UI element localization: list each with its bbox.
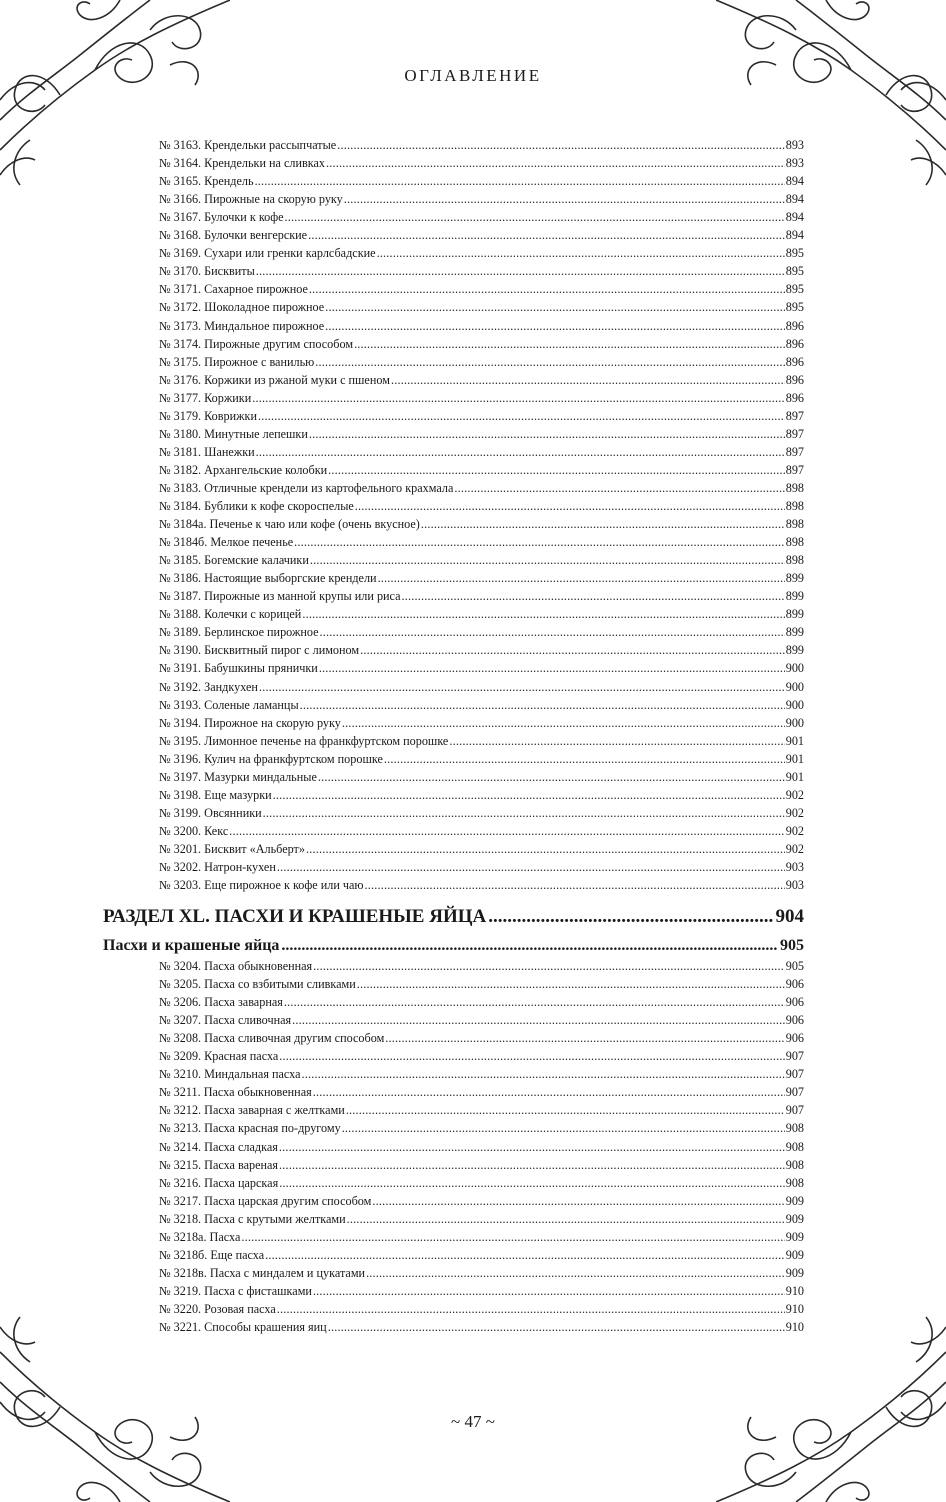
toc-entry-title: № 3218. Пасха с крутыми желтками: [159, 1211, 346, 1226]
toc-entry[interactable]: [159, 1101, 804, 1119]
section-heading[interactable]: [103, 904, 804, 930]
toc-entry[interactable]: [159, 1318, 804, 1336]
toc-entry[interactable]: [159, 732, 804, 750]
dot-leader: [313, 957, 785, 975]
toc-entry-title: № 3165. Крендель: [159, 174, 254, 189]
toc-entry-title: № 3176. Коржики из ржаной муки с пшеном: [159, 372, 390, 387]
toc-entry[interactable]: [159, 975, 804, 993]
toc-entry[interactable]: [159, 1300, 804, 1318]
toc-entry[interactable]: [159, 623, 804, 641]
dot-leader: [258, 407, 785, 425]
toc-entry-page: 906: [785, 1013, 804, 1028]
dot-leader: [281, 935, 778, 957]
toc-entry-title: № 3196. Кулич на франкфуртском порошке: [159, 751, 383, 766]
dot-leader: [385, 1029, 784, 1047]
toc-entry-page: 900: [785, 661, 804, 676]
toc-entry[interactable]: [159, 190, 804, 208]
section-title: РАЗДЕЛ XL. ПАСХИ И КРАШЕНЫЕ ЯЙЦА: [103, 906, 487, 927]
toc-entry-page: 901: [785, 751, 804, 766]
toc-entry-page: 906: [785, 995, 804, 1010]
toc-entry-page: 894: [785, 228, 804, 243]
toc-entry[interactable]: [159, 1029, 804, 1047]
toc-entry-title: № 3208. Пасха сливочная другим способом: [159, 1031, 385, 1046]
toc-entry[interactable]: [159, 1282, 804, 1300]
dot-leader: [372, 1192, 784, 1210]
toc-entry[interactable]: [159, 659, 804, 677]
dot-leader: [285, 208, 785, 226]
subsection-heading[interactable]: [103, 935, 804, 957]
toc-entry-title: № 3184а. Печенье к чаю или кофе (очень вкусное): [159, 517, 420, 532]
toc-entry-page: 893: [785, 138, 804, 152]
toc-entry-page: 903: [785, 860, 804, 874]
toc-entry-title: № 3166. Пирожные на скорую руку: [159, 192, 343, 207]
corner-ornament-bottom-right: [716, 1312, 946, 1502]
dot-leader: [421, 515, 785, 533]
toc-entry-title: № 3167. Булочки к кофе: [159, 210, 284, 225]
toc-entry-page: 901: [785, 733, 804, 748]
dot-leader: [357, 975, 785, 993]
toc-entry-page: 907: [785, 1049, 804, 1064]
toc-entry[interactable]: [159, 154, 804, 172]
dot-leader: [302, 1065, 785, 1083]
toc-entry-title: № 3177. Коржики: [159, 390, 252, 405]
dot-leader: [402, 587, 785, 605]
toc-entry-page: 896: [785, 354, 804, 369]
toc-entry-title: № 3219. Пасха с фисташками: [159, 1283, 312, 1298]
toc-entry-page: 893: [785, 156, 804, 171]
dot-leader: [454, 479, 784, 497]
dot-leader: [365, 876, 785, 894]
dot-leader: [273, 786, 785, 804]
toc-entry[interactable]: [159, 1138, 804, 1156]
dot-leader: [284, 993, 785, 1011]
toc-entry[interactable]: [159, 1174, 804, 1192]
dot-leader: [328, 1318, 785, 1336]
toc-entry[interactable]: [159, 1083, 804, 1101]
toc-entry-page: 897: [785, 408, 804, 423]
section-page: 904: [775, 906, 804, 927]
dot-leader: [366, 1264, 785, 1282]
dot-leader: [325, 298, 785, 316]
toc-entry-page: 899: [785, 607, 804, 622]
toc-entry-page: 898: [785, 517, 804, 532]
dot-leader: [360, 641, 785, 659]
toc-entry-title: № 3168. Булочки венгерские: [159, 228, 308, 243]
toc-entry[interactable]: [159, 335, 804, 353]
toc-entry-page: 907: [785, 1103, 804, 1118]
toc-entry-page: 907: [785, 1067, 804, 1082]
toc-entry[interactable]: [159, 280, 804, 298]
toc-entry[interactable]: [159, 226, 804, 244]
toc-entry-title: № 3163. Крендельки рассыпчатые: [159, 138, 337, 152]
toc-entry[interactable]: [159, 804, 804, 822]
dot-leader: [354, 335, 785, 353]
toc-entry[interactable]: [159, 605, 804, 623]
dot-leader: [263, 804, 785, 822]
toc-entry[interactable]: [159, 407, 804, 425]
toc-entry-title: № 3181. Шанежки: [159, 444, 255, 459]
toc-entry-title: № 3204. Пасха обыкновенная: [159, 959, 313, 973]
toc-entry[interactable]: [159, 353, 804, 371]
dot-leader: [306, 840, 785, 858]
dot-leader: [310, 551, 785, 569]
toc-entry-page: 908: [785, 1121, 804, 1136]
toc-entry[interactable]: [159, 298, 804, 316]
dot-leader: [344, 190, 785, 208]
toc-entry-page: 910: [785, 1283, 804, 1298]
dot-leader: [252, 389, 784, 407]
dot-leader: [378, 569, 785, 587]
toc-entry-title: № 3197. Мазурки миндальные: [159, 769, 317, 784]
toc-entry-page: 906: [785, 1031, 804, 1046]
toc-entry[interactable]: [159, 244, 804, 262]
toc-entry-title: № 3175. Пирожное с ванилью: [159, 354, 315, 369]
toc-entry-page: 902: [785, 823, 804, 838]
toc-entry-title: № 3164. Крендельки на сливках: [159, 156, 326, 171]
toc-entry-page: 898: [785, 535, 804, 550]
toc-entry[interactable]: [159, 678, 804, 696]
toc-entry-title: № 3216. Пасха царская: [159, 1175, 279, 1190]
toc-entry[interactable]: [159, 587, 804, 605]
toc-entry-title: № 3218а. Пасха: [159, 1229, 241, 1244]
dot-leader: [318, 768, 785, 786]
dot-leader: [328, 461, 785, 479]
toc-entry-page: 899: [785, 571, 804, 586]
toc-entry-page: 900: [785, 715, 804, 730]
toc-entry[interactable]: [159, 1011, 804, 1029]
dot-leader: [279, 1138, 785, 1156]
toc-entry-title: № 3182. Архангельские колобки: [159, 462, 328, 477]
toc-entry[interactable]: [159, 822, 804, 840]
toc-entry-title: № 3186. Настоящие выборгские крендели: [159, 571, 377, 586]
toc-entry-page: 908: [785, 1157, 804, 1172]
dot-leader: [384, 750, 785, 768]
dot-leader: [488, 904, 773, 930]
dot-leader: [347, 1210, 785, 1228]
toc-entry-title: № 3201. Бисквит «Альберт»: [159, 841, 305, 856]
toc-entry[interactable]: [159, 641, 804, 659]
toc-entry-page: 902: [785, 787, 804, 802]
dot-leader: [277, 1300, 785, 1318]
toc-entry[interactable]: [159, 1228, 804, 1246]
toc-entry[interactable]: [159, 1210, 804, 1228]
running-head: ОГЛАВЛЕНИЕ: [404, 66, 542, 85]
toc-entry-page: 896: [785, 372, 804, 387]
toc-entry-page: 908: [785, 1175, 804, 1190]
dot-leader: [342, 714, 785, 732]
corner-ornament-bottom-left: [0, 1312, 230, 1502]
dot-leader: [355, 497, 785, 515]
toc-entry[interactable]: [159, 696, 804, 714]
toc-entry[interactable]: [159, 515, 804, 533]
toc-entry[interactable]: [159, 750, 804, 768]
toc-entry[interactable]: [159, 840, 804, 858]
toc-entry-title: № 3202. Натрон-кухен: [159, 860, 276, 874]
dot-leader: [346, 1101, 785, 1119]
dot-leader: [313, 1282, 785, 1300]
toc-entry-title: № 3220. Розовая пасха: [159, 1301, 276, 1316]
toc-entry-page: 901: [785, 769, 804, 784]
dot-leader: [279, 1156, 785, 1174]
toc-entry[interactable]: [159, 714, 804, 732]
toc-entry[interactable]: [159, 533, 804, 551]
toc-entry-title: № 3185. Богемские калачики: [159, 553, 309, 568]
dot-leader: [449, 732, 784, 750]
toc-entry-title: № 3184б. Мелкое печенье: [159, 535, 294, 550]
toc-entry[interactable]: [159, 479, 804, 497]
toc-entry-title: № 3217. Пасха царская другим способом: [159, 1193, 372, 1208]
toc-entry-page: 909: [785, 1211, 804, 1226]
toc-entry-page: 895: [785, 264, 804, 279]
toc-entry[interactable]: [159, 425, 804, 443]
dot-leader: [265, 1246, 785, 1264]
toc-entry-title: № 3187. Пирожные из манной крупы или риса: [159, 589, 401, 604]
toc-entry-page: 910: [785, 1301, 804, 1316]
toc-entry-page: 895: [785, 246, 804, 261]
toc-entry-title: № 3221. Способы крашения яиц: [159, 1320, 327, 1334]
toc-entry[interactable]: [159, 1047, 804, 1065]
dot-leader: [300, 696, 785, 714]
toc-entry-title: № 3198. Еще мазурки: [159, 787, 272, 802]
toc-entry-page: 899: [785, 589, 804, 604]
toc-entry-title: № 3215. Пасха вареная: [159, 1157, 279, 1172]
toc-entry[interactable]: [159, 136, 804, 154]
dot-leader: [342, 1119, 785, 1137]
toc-entry[interactable]: [159, 786, 804, 804]
toc-entry-page: 905: [785, 959, 804, 973]
toc-entry-title: № 3191. Бабушкины прянички: [159, 661, 318, 676]
toc-entry-page: 897: [785, 444, 804, 459]
toc-entry-title: № 3199. Овсянники: [159, 805, 262, 820]
toc-entry[interactable]: [159, 1192, 804, 1210]
dot-leader: [377, 244, 785, 262]
dot-leader: [302, 605, 784, 623]
dot-leader: [337, 136, 785, 154]
toc-entry[interactable]: [159, 551, 804, 569]
dot-leader: [391, 371, 785, 389]
dot-leader: [292, 1011, 785, 1029]
toc-entry[interactable]: [159, 497, 804, 515]
toc-entry-page: 909: [785, 1247, 804, 1262]
toc-entry-page: 894: [785, 174, 804, 189]
dot-leader: [309, 425, 785, 443]
subsection-title: Пасхи и крашеные яйца: [103, 937, 280, 954]
toc-entry[interactable]: [159, 1264, 804, 1282]
toc-entry[interactable]: [159, 768, 804, 786]
toc-entry-page: 895: [785, 282, 804, 297]
toc-entry-page: 900: [785, 679, 804, 694]
toc-entry[interactable]: [159, 317, 804, 335]
toc-entry-title: № 3213. Пасха красная по-другому: [159, 1121, 341, 1136]
toc-entry[interactable]: [159, 1119, 804, 1137]
dot-leader: [259, 678, 785, 696]
toc-entry-page: 897: [785, 462, 804, 477]
toc-entry[interactable]: [159, 957, 804, 975]
toc-entry-title: № 3218в. Пасха с миндалем и цукатами: [159, 1265, 366, 1280]
toc-entry-title: № 3190. Бисквитный пирог с лимоном: [159, 643, 360, 658]
dot-leader: [255, 172, 785, 190]
dot-leader: [309, 280, 785, 298]
toc-entry-title: № 3170. Бисквиты: [159, 264, 255, 279]
toc-entry-title: № 3218б. Еще пасха: [159, 1247, 265, 1262]
dot-leader: [325, 317, 785, 335]
toc-entry-title: № 3183. Отличные крендели из картофельного крахмала: [159, 480, 454, 495]
toc-entry[interactable]: [159, 569, 804, 587]
toc-entry-page: 897: [785, 426, 804, 441]
toc-entry-page: 898: [785, 480, 804, 495]
toc-entry-title: № 3203. Еще пирожное к кофе или чаю: [159, 878, 364, 893]
toc-entry-page: 896: [785, 336, 804, 351]
toc-entry-title: № 3206. Пасха заварная: [159, 995, 283, 1010]
subsection-page: 905: [780, 937, 804, 954]
toc-entry-page: 907: [785, 1085, 804, 1100]
toc-entry-page: 902: [785, 841, 804, 856]
dot-leader: [256, 443, 785, 461]
dot-leader: [229, 822, 784, 840]
toc-entry-page: 909: [785, 1229, 804, 1244]
dot-leader: [279, 1047, 784, 1065]
toc-entry-page: 902: [785, 805, 804, 820]
toc-entry-title: № 3174. Пирожные другим способом: [159, 336, 354, 351]
toc-entry-title: № 3211. Пасха обыкновенная: [159, 1085, 312, 1100]
toc-entry-page: 898: [785, 553, 804, 568]
dot-leader: [319, 659, 785, 677]
dot-leader: [279, 1174, 785, 1192]
toc-entry[interactable]: [159, 172, 804, 190]
toc-entry[interactable]: [159, 443, 804, 461]
toc-entry-title: № 3188. Колечки с корицей: [159, 607, 302, 622]
toc-entry[interactable]: [159, 262, 804, 280]
toc-entry-page: 908: [785, 1139, 804, 1154]
dot-leader: [313, 1083, 785, 1101]
toc-entry-title: № 3193. Соленые ламанцы: [159, 697, 299, 712]
toc-entry-title: № 3207. Пасха сливочная: [159, 1013, 292, 1028]
dot-leader: [326, 154, 785, 172]
toc-entry-page: 909: [785, 1193, 804, 1208]
toc-entry-title: № 3172. Шоколадное пирожное: [159, 300, 325, 315]
toc-entry-title: № 3200. Кекс: [159, 823, 229, 838]
toc-entry-page: 906: [785, 977, 804, 992]
toc-entry-page: 894: [785, 192, 804, 207]
toc-entry-title: № 3209. Красная пасха: [159, 1049, 279, 1064]
toc-entry-page: 899: [785, 643, 804, 658]
toc-entry[interactable]: [159, 389, 804, 407]
toc-entry-title: № 3194. Пирожное на скорую руку: [159, 715, 341, 730]
toc-entry-page: 900: [785, 697, 804, 712]
toc-entry[interactable]: [159, 993, 804, 1011]
toc-entry-page: 895: [785, 300, 804, 315]
toc-entry[interactable]: [159, 858, 804, 876]
dot-leader: [277, 858, 785, 876]
toc-entry-page: 896: [785, 318, 804, 333]
toc-entry-title: № 3192. Зандкухен: [159, 679, 258, 694]
toc-entry-title: № 3212. Пасха заварная с желтками: [159, 1103, 345, 1118]
dot-leader: [256, 262, 785, 280]
toc-entry-title: № 3180. Минутные лепешки: [159, 426, 308, 441]
toc-entry-page: 896: [785, 390, 804, 405]
dot-leader: [294, 533, 785, 551]
toc-entry-title: № 3205. Пасха со взбитыми сливками: [159, 977, 356, 992]
toc-entry[interactable]: [159, 1065, 804, 1083]
toc-entry-title: № 3189. Берлинское пирожное: [159, 625, 319, 640]
toc-entry-page: 898: [785, 499, 804, 513]
toc-entry-title: № 3171. Сахарное пирожное: [159, 282, 308, 297]
toc-entry-page: 899: [785, 625, 804, 640]
toc-entry[interactable]: [159, 1156, 804, 1174]
page-number: ~ 47 ~: [451, 1412, 495, 1431]
toc-entry-title: № 3214. Пасха сладкая: [159, 1139, 278, 1154]
toc-entry-page: 894: [785, 210, 804, 225]
toc-entry[interactable]: [159, 371, 804, 389]
toc-entry-title: № 3195. Лимонное печенье на франкфуртском порошке: [159, 733, 449, 748]
dot-leader: [308, 226, 785, 244]
toc-entry-title: № 3210. Миндальная пасха: [159, 1067, 301, 1082]
toc-entry-title: № 3184. Бублики к кофе скороспелые: [159, 499, 354, 513]
toc-entry-page: 910: [785, 1320, 804, 1334]
toc-entry[interactable]: [159, 876, 804, 894]
dot-leader: [241, 1228, 784, 1246]
dot-leader: [320, 623, 785, 641]
dot-leader: [315, 353, 784, 371]
toc-entry-title: № 3179. Коврижки: [159, 408, 257, 423]
toc-entry-title: № 3173. Миндальное пирожное: [159, 318, 325, 333]
toc-entry[interactable]: [159, 1246, 804, 1264]
toc-entry-page: 909: [785, 1265, 804, 1280]
toc-entry[interactable]: [159, 461, 804, 479]
toc-entry[interactable]: [159, 208, 804, 226]
toc-entry-page: 903: [785, 878, 804, 893]
toc-entry-title: № 3169. Сухари или гренки карлсбадские: [159, 246, 376, 261]
